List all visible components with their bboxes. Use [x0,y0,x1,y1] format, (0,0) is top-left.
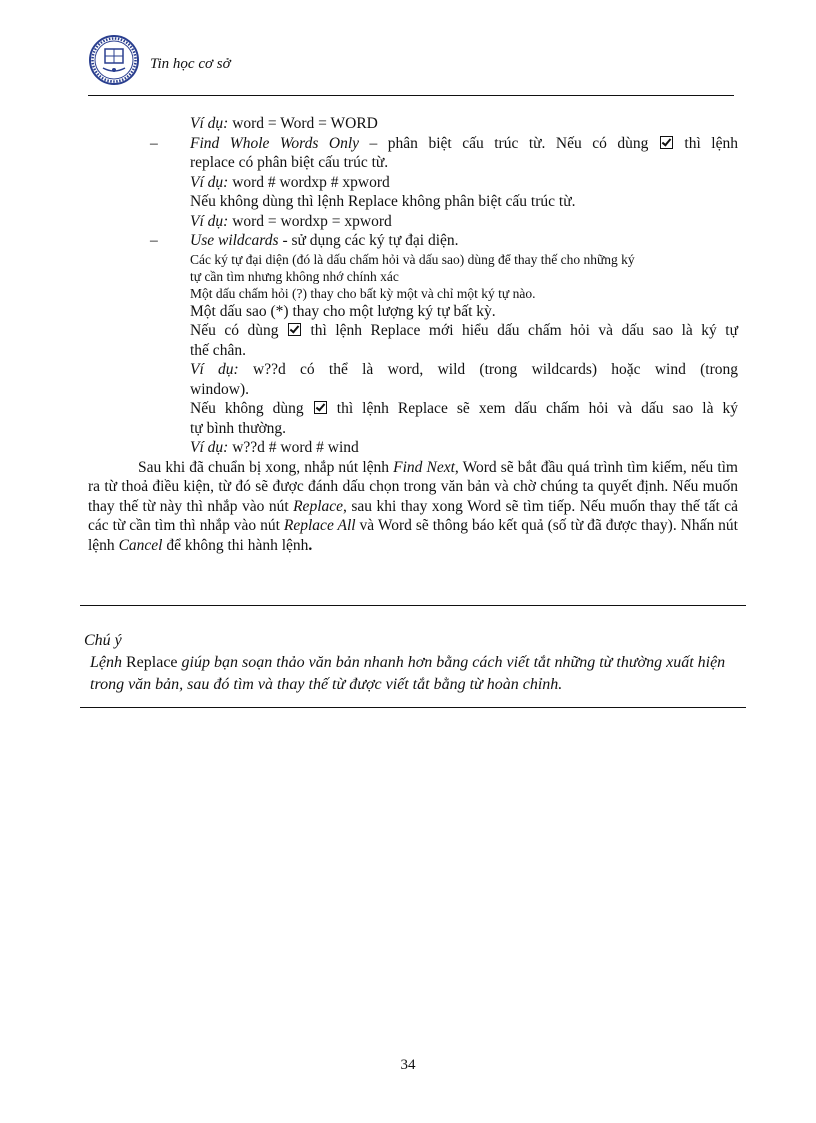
option-term: Use wildcards [190,232,279,249]
note-title: Chú ý [84,632,122,649]
checkbox-checked-icon [288,323,301,336]
example-label: Ví dụ: [190,115,229,132]
university-seal-logo [88,34,140,86]
replace-all-term: Replace All [283,517,356,534]
note-bottom-rule [80,707,746,708]
example-label: Ví dụ: [190,439,229,456]
summary-paragraph: Sau khi đã chuẩn bị xong, nhắp nút lệnh Find Next, Word sẽ bắt đầu quá trình tìm kiếm, nếu tìm ra từ thoả điều kiện, từ đó sẽ được đánh dấu chọn trong văn bản và chờ chúng ta quyết định. Nếu muốn thay thế từ này thì nhắp vào nút Replace, sau khi thay xong Word sẽ tìm tiếp. Nếu muốn thay thế tất cả các từ cần tìm thì nhắp vào nút Replace All và Word sẽ thông báo kết quả (số từ đã được thay). Nhấn nút lệnh Cancel để không thi hành lệnh. [88,458,738,554]
note-top-rule [80,605,746,606]
bullet-dash: – [150,232,158,249]
checkbox-checked-icon [660,136,673,149]
note-box [84,630,744,696]
cancel-term: Cancel [118,536,163,554]
replace-term: Replace [293,497,344,515]
example-label: Ví dụ: [190,173,229,191]
note-text: Lệnh Replace giúp bạn soạn thảo văn bản nhanh hơn bằng cách viết tắt những từ thường xuất hiện trong văn bản, sau đó tìm và thay thế từ được viết tắt bằng từ hoàn chỉnh. [90,654,726,693]
running-header-title: Tin học cơ sở [150,56,231,72]
example-case-line: Ví dụ: word = Word = WORD [190,115,378,132]
option-term: Find Whole Words Only [190,134,360,152]
list-item-wildcards: – Use wildcards - sử dụng các ký tự đại diện. [150,232,459,249]
page-body: Ví dụ: word = Word = WORD – Find Whole Words Only – phân biệt cấu trúc từ. Nếu có dùng thì lệnh replace có phân biệt cấu trúc từ. Ví dụ: word # wordxp # xpword Nếu không dùng thì lệnh Replace không phân biệt cấu trúc từ. Ví dụ: word = wordxp = xpword – Use wildcards - sử dụng các ký tự đại diện. Các ký tự đại diện (đó là dấu chấm hỏi và dấu sao) dùng để thay thế cho những ký tự cần tìm nhưng không nhớ chính xác Một dấu chấm hỏi (?) thay cho bất kỳ một và chỉ một ký tự nào. Một dấu sao (*) thay cho một lượng ký tự bất kỳ. Nếu có dùng thì lệnh Replace mới hiểu dấu chấm hỏi và dấu sao là ký tự thế chân. Ví dụ: w??d có thể là word, wild (trong wildcards) hoặc wind (trong window). Nếu không dùng thì lệnh Replace sẽ xem dấu chấm hỏi và dấu sao là ký tự bình thường. Ví dụ: w??d # word # wind Sau khi đã chuẩn bị xong, nhắp nút lệnh Find Next, Word sẽ bắt đầu quá trình tìm kiếm, nếu tìm ra từ thoả điều kiện, từ đó sẽ được đánh dấu chọn trong văn bản và chờ chúng ta quyết định. Nếu muốn thay thế từ này thì nhắp vào nút Replace, sau khi thay xong Word sẽ tìm tiếp. Nếu muốn thay thế tất cả các từ cần tìm thì nhắp vào nút Replace All và Word sẽ thông báo kết quả (số từ đã được thay). Nhấn nút lệnh Cancel để không thi hành lệnh. [88,115,739,554]
bullet-dash: – [150,134,158,152]
list-item-whole-words: – Find Whole Words Only – phân biệt cấu trúc từ. Nếu có dùng thì lệnh replace có phân biệt cấu trúc từ. Ví dụ: word # wordxp # xpword Nếu không dùng thì lệnh Replace không phân biệt cấu trúc từ. Ví dụ: word = wordxp = xpword [150,134,738,230]
header-divider [88,95,734,96]
find-next-term: Find Next [393,458,455,476]
example-label: Ví dụ: [190,361,239,378]
checkbox-checked-icon [314,401,327,414]
page-number: 34 [400,1057,416,1073]
example-label: Ví dụ: [190,212,229,230]
